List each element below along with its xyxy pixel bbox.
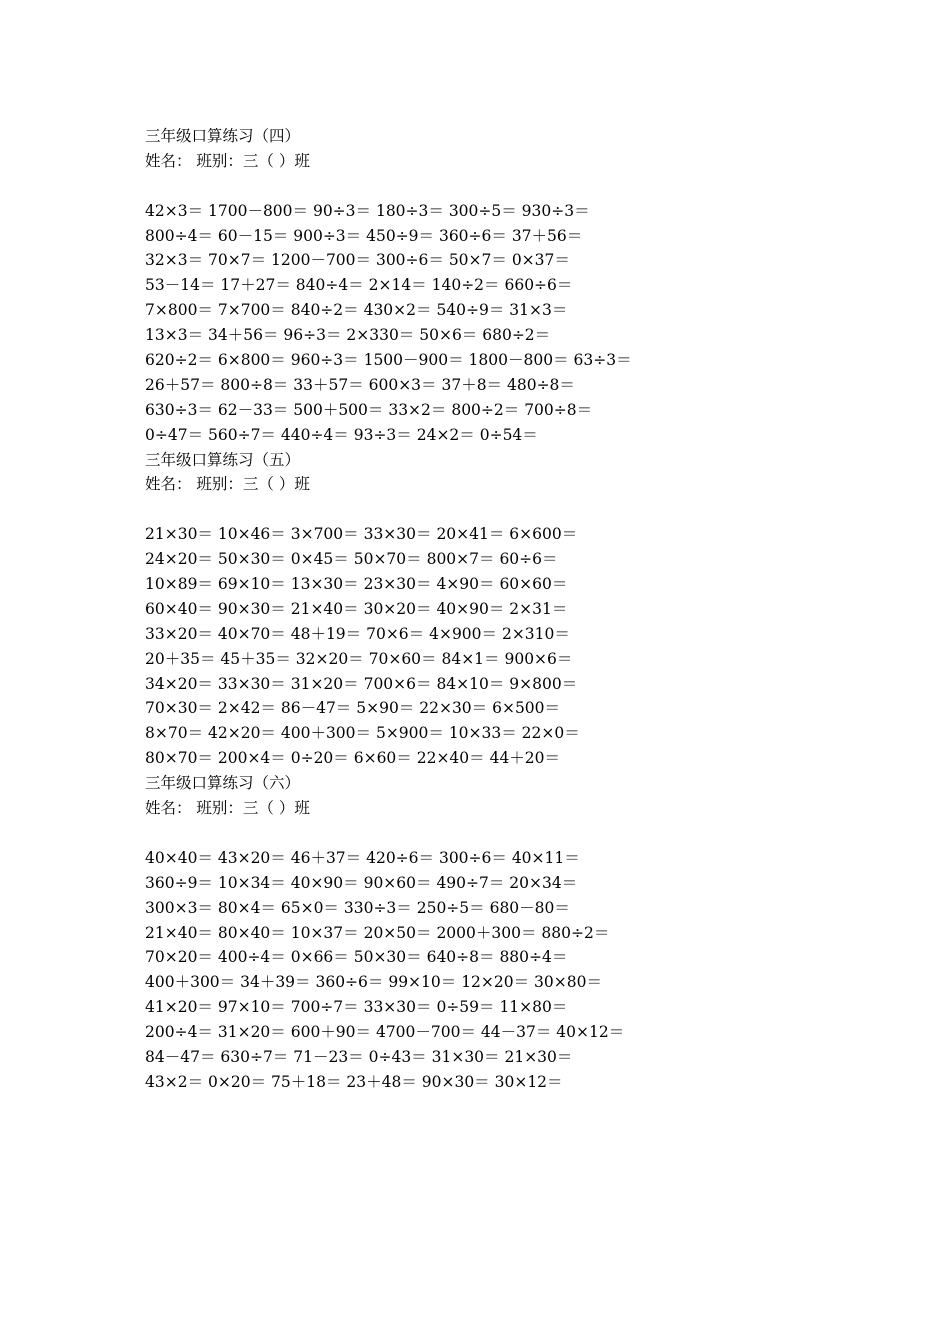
spacer (145, 174, 905, 199)
worksheet-document (145, 124, 905, 1095)
exercise-row: 21×30＝ 10×46＝ 3×700＝ 33×30＝ 20×41＝ 6×600＝ (145, 525, 578, 544)
section-title: 三年级口算练习（四） (145, 127, 301, 145)
exercise-row: 10×89＝ 69×10＝ 13×30＝ 23×30＝ 4×90＝ 60×60＝ (145, 575, 568, 594)
exercise-row: 13×3＝ 34＋56＝ 96÷3＝ 2×330＝ 50×6＝ 680÷2＝ (145, 326, 551, 345)
exercise-row: 40×40＝ 43×20＝ 46＋37＝ 420÷6＝ 300÷6＝ 40×11＝ (145, 848, 580, 867)
exercise-row: 70×20＝ 400÷4＝ 0×66＝ 50×30＝ 640÷8＝ 880÷4＝ (145, 948, 568, 967)
exercise-row: 400＋300＝ 34＋39＝ 360÷6＝ 99×10＝ 12×20＝ 30×80＝ (145, 973, 602, 992)
student-info-line: 姓名： 班别：三（ ）班 (145, 151, 310, 170)
exercise-row: 8×70＝ 42×20＝ 400＋300＝ 5×900＝ 10×33＝ 22×0＝ (145, 724, 580, 743)
exercise-row: 200÷4＝ 31×20＝ 600＋90＝ 4700－700＝ 44－37＝ 40×12＝ (145, 1023, 625, 1042)
exercise-row: 0÷47＝ 560÷7＝ 440÷4＝ 93÷3＝ 24×2＝ 0÷54＝ (145, 425, 538, 444)
exercise-row: 43×2＝ 0×20＝ 75＋18＝ 23＋48＝ 90×30＝ 30×12＝ (145, 1072, 563, 1091)
exercise-row: 20＋35＝ 45＋35＝ 32×20＝ 70×60＝ 84×1＝ 900×6＝ (145, 649, 573, 668)
section-title: 三年级口算练习（六） (145, 774, 301, 793)
exercise-row: 60×40＝ 90×30＝ 21×40＝ 30×20＝ 40×90＝ 2×31＝ (145, 599, 568, 618)
exercise-row: 630÷3＝ 62－33＝ 500＋500＝ 33×2＝ 800÷2＝ 700÷8＝ (145, 400, 593, 419)
exercise-row: 70×30＝ 2×42＝ 86－47＝ 5×90＝ 22×30＝ 6×500＝ (145, 699, 561, 718)
exercise-row: 80×70＝ 200×4＝ 0÷20＝ 6×60＝ 22×40＝ 44＋20＝ (145, 749, 561, 768)
exercise-row: 34×20＝ 33×30＝ 31×20＝ 700×6＝ 84×10＝ 9×800＝ (145, 674, 578, 693)
exercise-row: 41×20＝ 97×10＝ 700÷7＝ 33×30＝ 0÷59＝ 11×80＝ (145, 998, 568, 1017)
exercise-row: 21×40＝ 80×40＝ 10×37＝ 20×50＝ 2000＋300＝ 880÷2＝ (145, 923, 610, 942)
spacer (145, 497, 905, 522)
student-info-line: 姓名： 班别：三（ ）班 (145, 799, 310, 818)
section-title: 三年级口算练习（五） (145, 450, 301, 469)
exercise-row: 24×20＝ 50×30＝ 0×45＝ 50×70＝ 800×7＝ 60÷6＝ (145, 550, 558, 569)
exercise-row: 33×20＝ 40×70＝ 48＋19＝ 70×6＝ 4×900＝ 2×310＝ (145, 624, 570, 643)
exercise-row: 42×3＝ 1700－800＝ 90÷3＝ 180÷3＝ 300÷5＝ 930÷3＝ (145, 201, 590, 220)
exercise-row: 620÷2＝ 6×800＝ 960÷3＝ 1500－900＝ 1800－800＝ 63÷3＝ (145, 351, 632, 370)
exercise-row: 26＋57＝ 800÷8＝ 33＋57＝ 600×3＝ 37＋8＝ 480÷8＝ (145, 375, 575, 394)
exercise-row: 53－14＝ 17＋27＝ 840÷4＝ 2×14＝ 140÷2＝ 660÷6＝ (145, 276, 573, 295)
spacer (145, 821, 905, 846)
exercise-row: 800÷4＝ 60－15＝ 900÷3＝ 450÷9＝ 360÷6＝ 37＋56＝ (145, 226, 583, 245)
exercise-row: 300×3＝ 80×4＝ 65×0＝ 330÷3＝ 250÷5＝ 680－80＝ (145, 898, 570, 917)
student-info-line: 姓名： 班别：三（ ）班 (145, 475, 310, 494)
exercise-row: 360÷9＝ 10×34＝ 40×90＝ 90×60＝ 490÷7＝ 20×34＝ (145, 873, 578, 892)
exercise-row: 84－47＝ 630÷7＝ 71－23＝ 0÷43＝ 31×30＝ 21×30＝ (145, 1047, 573, 1066)
exercise-row: 7×800＝ 7×700＝ 840÷2＝ 430×2＝ 540÷9＝ 31×3＝ (145, 301, 568, 320)
exercise-row: 32×3＝ 70×7＝ 1200－700＝ 300÷6＝ 50×7＝ 0×37＝ (145, 251, 570, 270)
